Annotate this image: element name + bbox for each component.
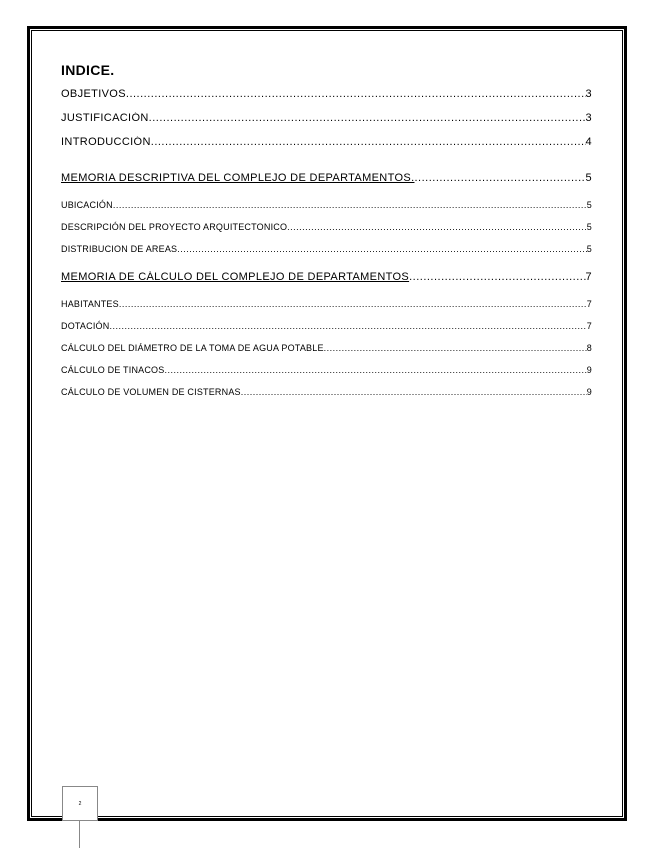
page-number: 2 <box>78 800 82 807</box>
toc-leader-dots <box>126 88 586 101</box>
toc-leader-dots <box>149 112 586 125</box>
toc-entry-label: HABITANTES <box>61 299 119 309</box>
toc-leader-dots <box>151 136 586 149</box>
toc-entry-page: 7 <box>586 321 592 331</box>
toc-heading-label: MEMORIA DE CÁLCULO DEL COMPLEJO DE DEPARTAMENTOS <box>61 271 410 283</box>
table-of-contents <box>61 62 592 408</box>
toc-entry-page: 4 <box>585 136 592 148</box>
toc-entry-label: UBICACIÓN <box>61 200 113 210</box>
toc-leader-dots <box>109 320 586 332</box>
toc-entry-distribucion-areas[interactable] <box>61 243 592 255</box>
toc-entry-label: CÁLCULO DE TINACOS <box>61 365 165 375</box>
toc-entry-page: 3 <box>585 112 592 124</box>
toc-leader-dots <box>164 364 586 376</box>
toc-entry-label: DESCRIPCIÓN DEL PROYECTO ARQUITECTONICO <box>61 222 288 232</box>
toc-entry-page: 5 <box>586 244 592 254</box>
toc-entry-page: 9 <box>586 387 592 397</box>
toc-entry-page: 5 <box>585 172 592 184</box>
toc-entry-descripcion-proyecto[interactable] <box>61 221 592 233</box>
toc-entry-page: 7 <box>586 299 592 309</box>
toc-entry-label: DOTACIÓN <box>61 321 110 331</box>
toc-leader-dots <box>324 342 587 354</box>
toc-leader-dots <box>119 298 587 310</box>
toc-entry-page: 9 <box>586 365 592 375</box>
toc-entry-ubicacion[interactable] <box>61 199 592 211</box>
toc-entry-calculo-cisternas[interactable] <box>61 386 592 398</box>
toc-entry-calculo-tinacos[interactable] <box>61 364 592 376</box>
toc-entry-introduccion[interactable] <box>61 136 592 149</box>
toc-entry-page: 5 <box>586 200 592 210</box>
spacer <box>61 160 592 172</box>
toc-entry-label: INTRODUCCIÓN <box>61 136 151 148</box>
toc-entry-calculo-diametro[interactable] <box>61 342 592 354</box>
toc-entry-habitantes[interactable] <box>61 298 592 310</box>
toc-entry-justificacion[interactable] <box>61 112 592 125</box>
toc-entry-page: 7 <box>585 271 592 283</box>
toc-entry-label: DISTRIBUCION DE AREAS <box>61 244 178 254</box>
toc-entry-objetivos[interactable] <box>61 88 592 101</box>
toc-heading-label: MEMORIA DESCRIPTIVA DEL COMPLEJO DE DEPARTAMENTOS. <box>61 172 415 184</box>
toc-leader-dots <box>241 386 587 398</box>
toc-leader-dots <box>414 172 585 185</box>
toc-leader-dots <box>287 221 587 233</box>
toc-heading-memoria-calculo[interactable] <box>61 271 592 284</box>
toc-entry-label: OBJETIVOS <box>61 88 126 100</box>
page-number-connector-line <box>79 821 80 848</box>
toc-entry-page: 8 <box>586 343 592 353</box>
toc-leader-dots <box>177 243 587 255</box>
toc-entry-label: JUSTIFICACIÓN <box>61 112 149 124</box>
toc-entry-label: CÁLCULO DEL DIÁMETRO DE LA TOMA DE AGUA POTABLE <box>61 343 324 353</box>
toc-entry-dotacion[interactable] <box>61 320 592 332</box>
toc-heading-memoria-descriptiva[interactable] <box>61 172 592 185</box>
toc-title: INDICE. <box>61 62 115 78</box>
toc-entry-label: CÁLCULO DE VOLUMEN DE CISTERNAS <box>61 387 241 397</box>
toc-entry-page: 5 <box>586 222 592 232</box>
page-number-box <box>62 786 98 821</box>
toc-leader-dots <box>113 199 587 211</box>
toc-leader-dots <box>409 271 585 284</box>
toc-entry-page: 3 <box>585 88 592 100</box>
